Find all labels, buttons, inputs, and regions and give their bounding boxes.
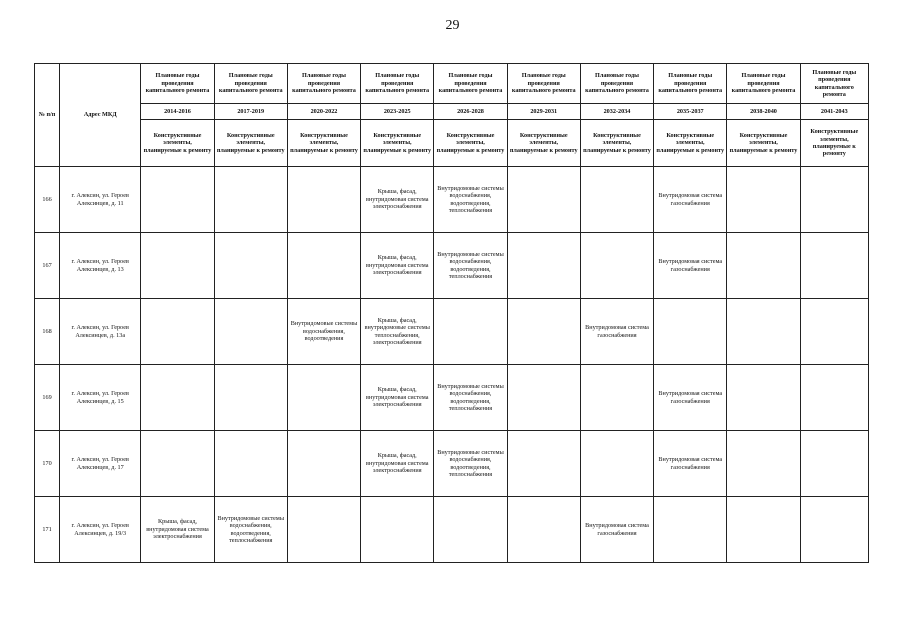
repair-elements-cell <box>141 167 214 233</box>
row-number: 166 <box>35 167 60 233</box>
repair-elements-cell <box>654 497 727 563</box>
header-period-elements: Конструктивные элементы, планируемые к ремонту <box>361 120 434 167</box>
header-period-title: Плановые годы проведения капитального ремонта <box>141 64 214 104</box>
repair-elements-cell <box>727 431 800 497</box>
repair-elements-cell: Внутридомовая система газоснабжения <box>654 167 727 233</box>
header-period-elements: Конструктивные элементы, планируемые к ремонту <box>434 120 507 167</box>
repair-elements-cell <box>141 431 214 497</box>
row-address: г. Алексин, ул. Героев Алексинцев, д. 13а <box>60 299 141 365</box>
header-address: Адрес МКД <box>60 64 141 167</box>
repair-elements-cell <box>507 497 580 563</box>
header-period-years: 2029-2031 <box>507 104 580 120</box>
repair-elements-cell <box>507 167 580 233</box>
header-period-years: 2014-2016 <box>141 104 214 120</box>
repair-elements-cell <box>580 365 653 431</box>
repair-elements-cell <box>800 431 868 497</box>
row-address: г. Алексин, ул. Героев Алексинцев, д. 17 <box>60 431 141 497</box>
repair-elements-cell <box>434 497 507 563</box>
repair-elements-cell: Внутридомовая система газоснабжения <box>654 365 727 431</box>
repair-elements-cell: Крыша, фасад, внутридомовая система электроснабжения <box>361 431 434 497</box>
repair-elements-cell: Крыша, фасад, внутридомовая система электроснабжения <box>141 497 214 563</box>
table-row <box>35 365 869 431</box>
table-row <box>35 167 869 233</box>
header-period-years: 2038-2040 <box>727 104 800 120</box>
repair-elements-cell <box>214 299 287 365</box>
repair-elements-cell: Крыша, фасад, внутридомовая система электроснабжения <box>361 365 434 431</box>
header-period-elements: Конструктивные элементы, планируемые к ремонту <box>141 120 214 167</box>
header-period-title: Плановые годы проведения капитального ремонта <box>214 64 287 104</box>
repair-elements-cell: Крыша, фасад, внутридомовая система электроснабжения <box>361 167 434 233</box>
repair-elements-cell: Внутридомовые системы водоснабжения, водоотведения, теплоснабжения <box>434 233 507 299</box>
repair-elements-cell <box>361 497 434 563</box>
repair-elements-cell <box>800 299 868 365</box>
repair-elements-cell: Внутридомовая система газоснабжения <box>580 299 653 365</box>
header-period-title: Плановые годы проведения капитального ремонта <box>727 64 800 104</box>
header-period-elements: Конструктивные элементы, планируемые к ремонту <box>727 120 800 167</box>
repair-elements-cell: Внутридомовая система газоснабжения <box>654 233 727 299</box>
repair-elements-cell: Внутридомовые системы водоснабжения, водоотведения, теплоснабжения <box>434 167 507 233</box>
repair-elements-cell <box>654 299 727 365</box>
repair-elements-cell <box>580 431 653 497</box>
repair-elements-cell <box>727 233 800 299</box>
repair-elements-cell <box>507 299 580 365</box>
repair-elements-cell <box>507 233 580 299</box>
repair-elements-cell: Крыша, фасад, внутридомовая система электроснабжения <box>361 233 434 299</box>
row-address: г. Алексин, ул. Героев Алексинцев, д. 15 <box>60 365 141 431</box>
header-number: № п/п <box>35 64 60 167</box>
repair-elements-cell <box>287 431 360 497</box>
repair-elements-cell <box>727 365 800 431</box>
repair-elements-cell <box>507 431 580 497</box>
header-period-title: Плановые годы проведения капитального ремонта <box>580 64 653 104</box>
header-period-elements: Конструктивные элементы, планируемые к ремонту <box>580 120 653 167</box>
repair-elements-cell <box>580 167 653 233</box>
row-number: 170 <box>35 431 60 497</box>
header-period-title: Плановые годы проведения капитального ремонта <box>361 64 434 104</box>
repair-elements-cell: Внутридомовые системы водоснабжения, водоотведения, теплоснабжения <box>434 431 507 497</box>
header-period-years: 2026-2028 <box>434 104 507 120</box>
repair-elements-cell <box>287 167 360 233</box>
repair-elements-cell <box>214 167 287 233</box>
row-address: г. Алексин, ул. Героев Алексинцев, д. 19/3 <box>60 497 141 563</box>
row-address: г. Алексин, ул. Героев Алексинцев, д. 13 <box>60 233 141 299</box>
header-period-title: Плановые годы проведения капитального ремонта <box>800 64 868 104</box>
repair-elements-cell <box>287 233 360 299</box>
row-number: 169 <box>35 365 60 431</box>
row-number: 168 <box>35 299 60 365</box>
repair-elements-cell <box>214 365 287 431</box>
repair-elements-cell <box>507 365 580 431</box>
repair-elements-cell <box>800 167 868 233</box>
repair-elements-cell <box>214 233 287 299</box>
repair-elements-cell <box>141 365 214 431</box>
repair-elements-cell <box>580 233 653 299</box>
header-period-title: Плановые годы проведения капитального ремонта <box>507 64 580 104</box>
header-period-title: Плановые годы проведения капитального ремонта <box>654 64 727 104</box>
repair-elements-cell <box>287 365 360 431</box>
table-row <box>35 497 869 563</box>
repair-elements-cell: Внутридомовые системы водоснабжения, водоотведения, теплоснабжения <box>434 365 507 431</box>
header-period-title: Плановые годы проведения капитального ремонта <box>434 64 507 104</box>
header-period-elements: Конструктивные элементы, планируемые к ремонту <box>507 120 580 167</box>
repair-elements-cell <box>800 497 868 563</box>
repair-elements-cell <box>141 233 214 299</box>
repair-elements-cell <box>800 365 868 431</box>
header-period-elements: Конструктивные элементы, планируемые к ремонту <box>214 120 287 167</box>
repair-elements-cell: Внутридомовая система газоснабжения <box>580 497 653 563</box>
table-row <box>35 299 869 365</box>
header-period-years: 2041-2043 <box>800 104 868 120</box>
repair-elements-cell <box>727 299 800 365</box>
header-period-title: Плановые годы проведения капитального ремонта <box>287 64 360 104</box>
repair-elements-cell: Внутридомовые системы водоснабжения, водоотведения <box>287 299 360 365</box>
repair-elements-cell: Внутридомовые системы водоснабжения, водоотведения, теплоснабжения <box>214 497 287 563</box>
header-period-elements: Конструктивные элементы, планируемые к ремонту <box>800 120 868 167</box>
header-period-years: 2023-2025 <box>361 104 434 120</box>
header-period-years: 2020-2022 <box>287 104 360 120</box>
row-address: г. Алексин, ул. Героев Алексинцев, д. 11 <box>60 167 141 233</box>
header-period-elements: Конструктивные элементы, планируемые к ремонту <box>287 120 360 167</box>
header-period-years: 2035-2037 <box>654 104 727 120</box>
repair-elements-cell: Внутридомовая система газоснабжения <box>654 431 727 497</box>
row-number: 167 <box>35 233 60 299</box>
repair-elements-cell <box>214 431 287 497</box>
table-row <box>35 233 869 299</box>
capital-repair-table <box>34 63 869 563</box>
repair-elements-cell <box>727 167 800 233</box>
repair-elements-cell <box>727 497 800 563</box>
repair-elements-cell <box>434 299 507 365</box>
repair-elements-cell <box>287 497 360 563</box>
repair-elements-cell <box>141 299 214 365</box>
header-period-years: 2032-2034 <box>580 104 653 120</box>
page-number: 29 <box>445 18 460 33</box>
repair-elements-cell: Крыша, фасад, внутридомовые системы теплоснабжения, электроснабжения <box>361 299 434 365</box>
row-number: 171 <box>35 497 60 563</box>
table-row <box>35 431 869 497</box>
repair-elements-cell <box>800 233 868 299</box>
header-period-elements: Конструктивные элементы, планируемые к ремонту <box>654 120 727 167</box>
header-period-years: 2017-2019 <box>214 104 287 120</box>
